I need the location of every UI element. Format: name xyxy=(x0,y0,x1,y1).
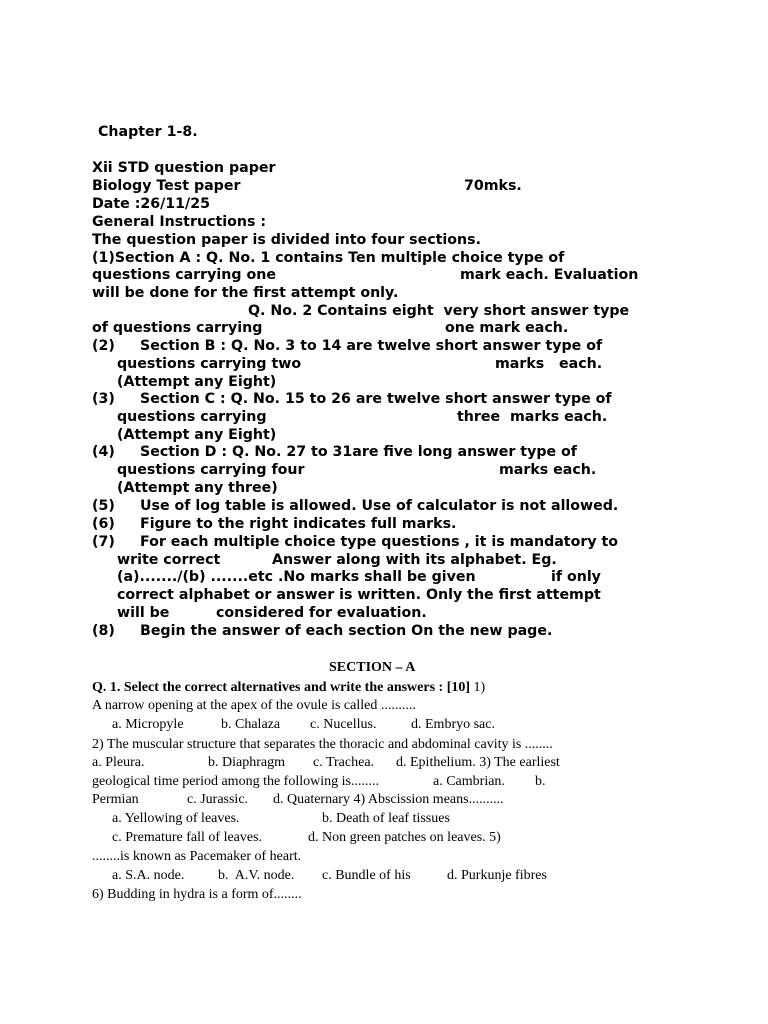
mcq-1-option-b: b. Chalaza xyxy=(221,717,281,732)
instruction-4-line-2b: marks each. xyxy=(499,462,597,478)
instruction-3-line-2: questions carrying xyxy=(117,409,267,425)
instruction-4-line-1: Section D : Q. No. 27 to 31are five long answer type of xyxy=(140,444,577,460)
instruction-2-line-1: Section B : Q. No. 3 to 14 are twelve short answer type of xyxy=(140,338,603,354)
instruction-4-number: (4) xyxy=(92,444,115,460)
instruction-1-line-3: will be done for the first attempt only. xyxy=(92,285,399,301)
std-label: Xii STD question paper xyxy=(92,160,276,176)
instruction-8-number: (8) xyxy=(92,623,115,639)
question-1-heading xyxy=(92,679,485,698)
instruction-1-line-2b: mark each. Evaluation xyxy=(460,267,639,283)
mcq-3-option-c: c. Jurassic. xyxy=(187,792,249,807)
instruction-3-number: (3) xyxy=(92,391,115,407)
instruction-5-number: (5) xyxy=(92,498,115,514)
mcq-4-option-a: a. Yellowing of leaves. xyxy=(112,811,240,826)
mcq-3-option-b: Permian xyxy=(92,792,139,807)
mcq-4-option-c: c. Premature fall of leaves. xyxy=(112,830,263,845)
instruction-5-text: Use of log table is allowed. Use of calculator is not allowed. xyxy=(140,498,619,514)
instructions-title: General Instructions : xyxy=(92,214,267,230)
question-1-title: Q. 1. Select the correct alternatives and write the answers : [10] xyxy=(92,680,471,695)
mcq-5-option-b: b. A.V. node. xyxy=(218,868,295,883)
mcq-2-text: 2) The muscular structure that separates the thoracic and abdominal cavity is ........ xyxy=(92,737,553,752)
instruction-7-line-3b: if only xyxy=(551,569,601,585)
instruction-3-line-1: Section C : Q. No. 15 to 26 are twelve short answer type of xyxy=(140,391,612,407)
instruction-2-line-2b: marks each. xyxy=(495,356,603,372)
instruction-4-line-3: (Attempt any three) xyxy=(117,480,278,496)
instruction-3-line-3: (Attempt any Eight) xyxy=(117,427,277,443)
mcq-1-option-a: a. Micropyle xyxy=(112,717,184,732)
mcq-4-option-d: d. Non green patches on leaves. 5) xyxy=(308,830,501,845)
mcq-2-option-b: b. Diaphragm xyxy=(208,755,285,770)
mcq-1-option-c: c. Nucellus. xyxy=(310,717,377,732)
total-marks: 70mks. xyxy=(464,178,522,194)
instruction-1-line-5b: one mark each. xyxy=(445,320,569,336)
mcq-5-text: ........is known as Pacemaker of heart. xyxy=(92,849,302,864)
instruction-2-line-2: questions carrying two xyxy=(117,356,302,372)
instruction-1-line-4: Q. No. 2 Contains eight very short answer type xyxy=(248,303,630,319)
mcq-6-text: 6) Budding in hydra is a form of........ xyxy=(92,887,302,902)
instruction-7-line-5a: will be xyxy=(117,605,170,621)
chapter-label: Chapter 1-8. xyxy=(98,124,198,140)
mcq-5-option-c: c. Bundle of his xyxy=(322,868,411,883)
instruction-1-line-2: questions carrying one xyxy=(92,267,276,283)
instructions-intro: The question paper is divided into four sections. xyxy=(92,232,481,248)
instruction-2-line-3: (Attempt any Eight) xyxy=(117,374,277,390)
subject-label: Biology Test paper xyxy=(92,178,241,194)
mcq-3-text: geological time period among the following is........ xyxy=(92,774,379,789)
instruction-1-line-1: (1)Section A : Q. No. 1 contains Ten multiple choice type of xyxy=(92,250,565,266)
instruction-1-line-5: of questions carrying xyxy=(92,320,263,336)
instruction-7-line-4: correct alphabet or answer is written. Only the first attempt xyxy=(117,587,601,603)
question-1-sub-number: 1) xyxy=(470,680,486,695)
instruction-7-line-5b: considered for evaluation. xyxy=(216,605,427,621)
date-label: Date :26/11/25 xyxy=(92,196,210,212)
section-a-heading: SECTION – A xyxy=(329,660,416,675)
mcq-3-option-a: a. Cambrian. xyxy=(433,774,505,789)
mcq-3-option-b-label: b. xyxy=(535,774,546,789)
mcq-2-option-c: c. Trachea. xyxy=(313,755,375,770)
mcq-3-option-d: d. Quaternary 4) Abscission means.......... xyxy=(273,792,504,807)
mcq-2-option-a: a. Pleura. xyxy=(92,755,145,770)
mcq-1-option-d: d. Embryo sac. xyxy=(411,717,495,732)
instruction-7-line-2b: Answer along with its alphabet. Eg. xyxy=(272,552,557,568)
instruction-3-line-2b: three marks each. xyxy=(457,409,608,425)
instruction-2-number: (2) xyxy=(92,338,115,354)
instruction-7-line-3a: (a)......./(b) .......etc .No marks shall be given xyxy=(117,569,476,585)
instruction-6-number: (6) xyxy=(92,516,115,532)
instruction-7-line-2a: write correct xyxy=(117,552,221,568)
mcq-5-option-d: d. Purkunje fibres xyxy=(447,868,547,883)
mcq-1-text: A narrow opening at the apex of the ovule is called .......... xyxy=(92,698,416,713)
mcq-5-option-a: a. S.A. node. xyxy=(112,868,185,883)
instruction-6-text: Figure to the right indicates full marks. xyxy=(140,516,457,532)
mcq-2-option-d: d. Epithelium. 3) The earliest xyxy=(396,755,560,770)
instruction-7-number: (7) xyxy=(92,534,115,550)
mcq-4-option-b: b. Death of leaf tissues xyxy=(322,811,450,826)
instruction-4-line-2: questions carrying four xyxy=(117,462,305,478)
instruction-7-line-1: For each multiple choice type questions , it is mandatory to xyxy=(140,534,619,550)
instruction-8-text: Begin the answer of each section On the new page. xyxy=(140,623,553,639)
